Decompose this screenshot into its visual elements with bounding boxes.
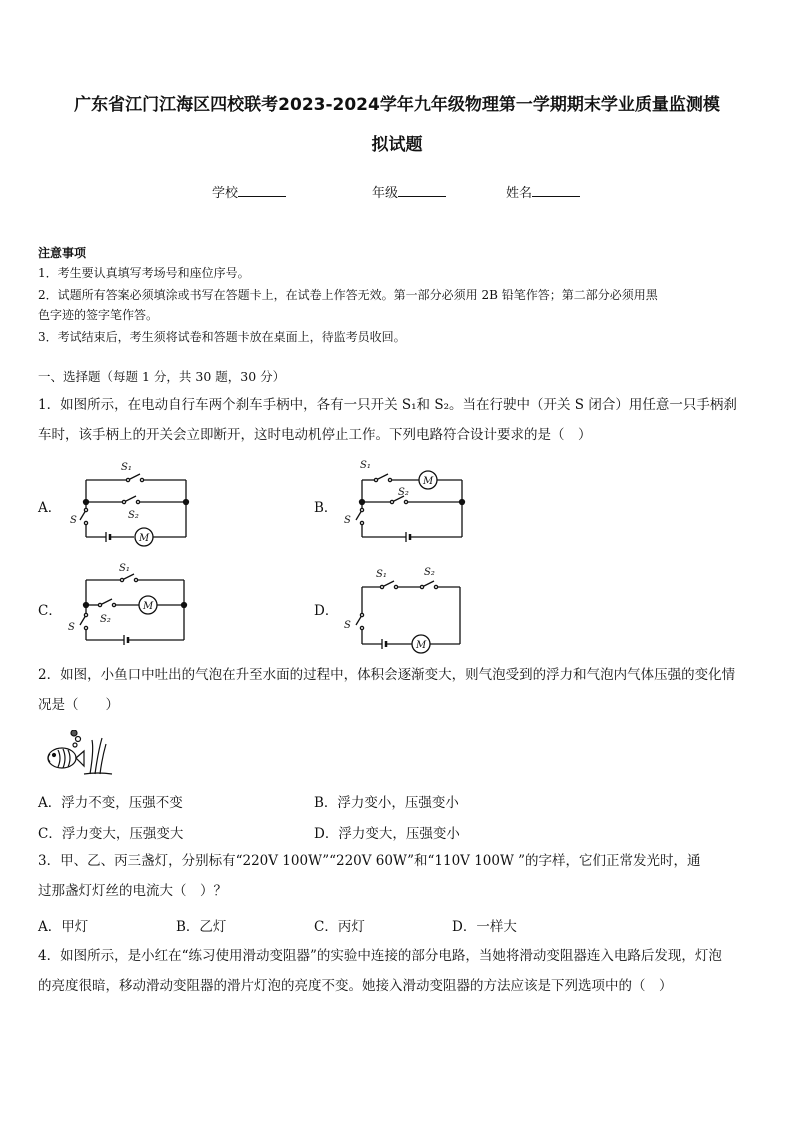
circuit-d-label-s1: S₁	[376, 569, 387, 580]
name-blank[interactable]	[532, 184, 580, 197]
question-1-line2: 车时，该手柄上的开关会立即断开，这时电动机停止工作。下列电路符合设计要求的是（ ）	[38, 427, 592, 443]
grade-label: 年级	[372, 186, 399, 201]
school-field[interactable]	[212, 182, 286, 201]
option-c-label[interactable]: C．	[38, 603, 62, 619]
circuit-a-label-s: S	[70, 515, 77, 526]
page-title-line2: 拟试题	[371, 135, 423, 155]
notice-item: 3．考试结束后，考生须将试卷和答题卡放在桌面上，待监考员收回。	[38, 330, 406, 344]
circuit-d-motor: M	[416, 640, 427, 651]
circuit-c-diagram	[64, 560, 194, 650]
option-d-label[interactable]: D．	[314, 603, 339, 619]
question-2-option-a[interactable]: A．浮力不变，压强不变	[38, 795, 183, 811]
grade-blank[interactable]	[398, 184, 446, 197]
name-field[interactable]	[506, 182, 580, 201]
circuit-a-diagram	[66, 455, 196, 550]
circuit-b-label-s1: S₁	[360, 460, 371, 471]
option-b-label[interactable]: B．	[314, 500, 338, 516]
notice-item: 2．试题所有答案必须填涂或书写在答题卡上，在试卷上作答无效。第一部分必须用 2B 铅笔作答；第二部分必须用黑	[38, 288, 658, 302]
section-heading: 一、选择题（每题 1 分，共 30 题，30 分）	[38, 369, 286, 384]
option-a-label[interactable]: A．	[38, 500, 62, 516]
circuit-b-label-s: S	[344, 515, 351, 526]
circuit-a-label-s1: S₁	[121, 462, 132, 473]
question-2-line2: 况是（ ）	[38, 697, 119, 713]
name-label: 姓名	[506, 186, 533, 201]
question-1-line1: 1．如图所示，在电动自行车两个刹车手柄中，各有一只开关 S₁和 S₂。当在行驶中（开关 S 闭合）用任意一只手柄刹	[38, 397, 737, 413]
circuit-d-label-s2: S₂	[424, 567, 435, 578]
circuit-d-diagram	[340, 560, 470, 655]
question-2-option-d[interactable]: D．浮力变大，压强变小	[314, 826, 460, 842]
notice-item: 1．考生要认真填写考场号和座位序号。	[38, 266, 250, 280]
circuit-c-label-s2: S₂	[100, 614, 111, 625]
school-label: 学校	[212, 186, 239, 201]
circuit-b-motor: M	[423, 476, 434, 487]
fish-bubble-figure	[40, 730, 120, 778]
circuit-b-diagram	[340, 455, 470, 550]
school-blank[interactable]	[238, 184, 286, 197]
circuit-a-label-s2: S₂	[128, 510, 139, 521]
question-2-option-b[interactable]: B．浮力变小，压强变小	[314, 795, 459, 811]
circuit-c-label-s1: S₁	[119, 563, 130, 574]
page-title-line1: 广东省江门江海区四校联考2023-2024学年九年级物理第一学期期末学业质量监测模	[74, 95, 720, 115]
question-3-option-c[interactable]: C．丙灯	[314, 919, 365, 935]
grade-field[interactable]	[372, 182, 446, 201]
question-2-line1: 2．如图，小鱼口中吐出的气泡在升至水面的过程中，体积会逐渐变大，则气泡受到的浮力和气泡内气体压强的变化情	[38, 667, 736, 683]
question-3-line2: 过那盏灯灯丝的电流大（ ）？	[38, 883, 227, 899]
circuit-d-label-s: S	[344, 620, 351, 631]
question-3-option-d[interactable]: D．一样大	[452, 919, 517, 935]
notice-heading: 注意事项	[38, 246, 87, 260]
question-2-option-c[interactable]: C．浮力变大，压强变大	[38, 826, 184, 842]
circuit-c-label-s: S	[68, 622, 75, 633]
circuit-c-motor: M	[143, 601, 154, 612]
circuit-b-label-s2: S₂	[398, 487, 409, 498]
question-3-option-a[interactable]: A．甲灯	[38, 919, 89, 935]
question-3-line1: 3．甲、乙、丙三盏灯，分别标有“220V 100W”“220V 60W”和“110V 100W ”的字样，它们正常发光时，通	[38, 853, 701, 869]
circuit-a-motor: M	[139, 533, 150, 544]
question-3-option-b[interactable]: B．乙灯	[176, 919, 227, 935]
question-4-line1: 4．如图所示，是小红在“练习使用滑动变阻器”的实验中连接的部分电路，当她将滑动变阻器连入电路后发现，灯泡	[38, 948, 722, 964]
question-4-line2: 的亮度很暗，移动滑动变阻器的滑片灯泡的亮度不变。她接入滑动变阻器的方法应该是下列选项中的（ ）	[38, 978, 673, 994]
notice-item: 色字迹的签字笔作答。	[38, 308, 159, 322]
